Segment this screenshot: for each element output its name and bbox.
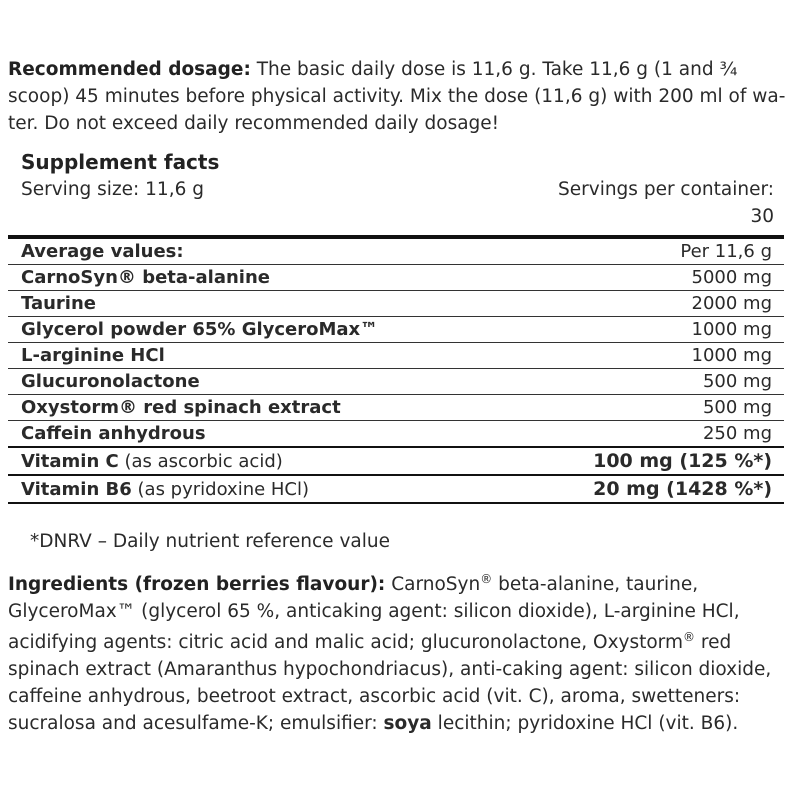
ingredients-text: spinach extract (Amaranthus hypochondriacus), anti-caking agent: silicon dioxide, [8,659,772,680]
vitamin-note: (as pyridoxine HCl) [131,478,310,500]
dnrv-footnote: *DNRV – Daily nutrient reference value [30,531,390,552]
row-value: 500 mg [513,369,784,395]
ingredients-text: caffeine anhydrous, beetroot extract, ascorbic acid (vit. C), aroma, swetteners: [8,686,741,707]
supplement-facts-panel [8,148,784,504]
row-value: 500 mg [513,395,784,421]
ingredients-line [8,629,792,656]
header-value: Per 11,6 g [680,241,772,262]
facts-title: Supplement facts [21,150,220,174]
table-row [8,265,784,291]
row-value: 1000 mg [513,317,784,343]
row-name: Glucuronolactone [8,369,513,395]
facts-table [8,235,784,504]
ingredients-paragraph [8,571,792,737]
vitamin-value: 20 mg (1428 %*) [513,475,784,503]
table-row [8,343,784,369]
row-name: Glycerol powder 65% GlyceroMax™ [8,317,513,343]
vitamin-row [8,447,784,475]
dosage-line-1: The basic daily dose is 11,6 g. Take 11,6 g (1 and ¾ [250,59,738,80]
ingredients-label: Ingredients (frozen berries flavour): [8,574,386,595]
row-value: 1000 mg [513,343,784,369]
registered-mark: ® [683,629,695,644]
table-header-row [8,237,784,265]
ingredients-text: red [695,632,732,653]
table-row [8,369,784,395]
ingredients-text: lecithin; pyridoxine HCl (vit. B6). [431,713,739,734]
ingredients-text: GlyceroMax™ (glycerol 65 %, anticaking agent: silicon dioxide), L-arginine HCl, [8,601,740,622]
vitamin-note: (as ascorbic acid) [118,450,283,472]
ingredients-text: acidifying agents: citric acid and malic acid; glucuronolactone, Oxystorm [8,632,683,653]
row-name: Taurine [8,291,513,317]
dosage-line-3: ter. Do not exceed daily recommended daily dosage! [8,113,500,134]
dosage-paragraph [8,56,788,137]
ingredients-text: sucralosa and acesulfame-K; emulsifier: [8,713,384,734]
allergen-soya: soya [383,713,432,734]
row-value: 2000 mg [513,291,784,317]
row-name: Oxystorm® red spinach extract [8,395,513,421]
serving-info [8,176,784,232]
ingredients-text: beta-alanine, taurine, [492,574,699,595]
vitamin-name-cell [8,475,513,503]
servings-per-container [558,176,774,230]
vitamin-row [8,475,784,503]
servings-label: Servings per container: [558,179,774,200]
registered-mark: ® [480,571,493,586]
table-row [8,291,784,317]
header-name: Average values: [21,241,184,262]
table-row [8,395,784,421]
table-row [8,317,784,343]
row-name: CarnoSyn® beta-alanine [8,265,513,291]
ingredients-text: CarnoSyn [385,574,481,595]
vitamin-name: Vitamin B6 [21,478,132,500]
row-name: Caffein anhydrous [8,421,513,448]
row-value: 250 mg [513,421,784,448]
vitamin-value: 100 mg (125 %*) [513,447,784,475]
vitamin-name: Vitamin C [21,450,119,472]
vitamin-name-cell [8,447,513,475]
dosage-label: Recommended dosage: [8,59,251,80]
serving-size: Serving size: 11,6 g [21,179,204,200]
row-value: 5000 mg [513,265,784,291]
servings-value: 30 [750,206,774,227]
dosage-line-2: scoop) 45 minutes before physical activity. Mix the dose (11,6 g) with 200 ml of wa- [8,86,786,107]
row-name: L-arginine HCl [8,343,513,369]
table-row [8,421,784,448]
